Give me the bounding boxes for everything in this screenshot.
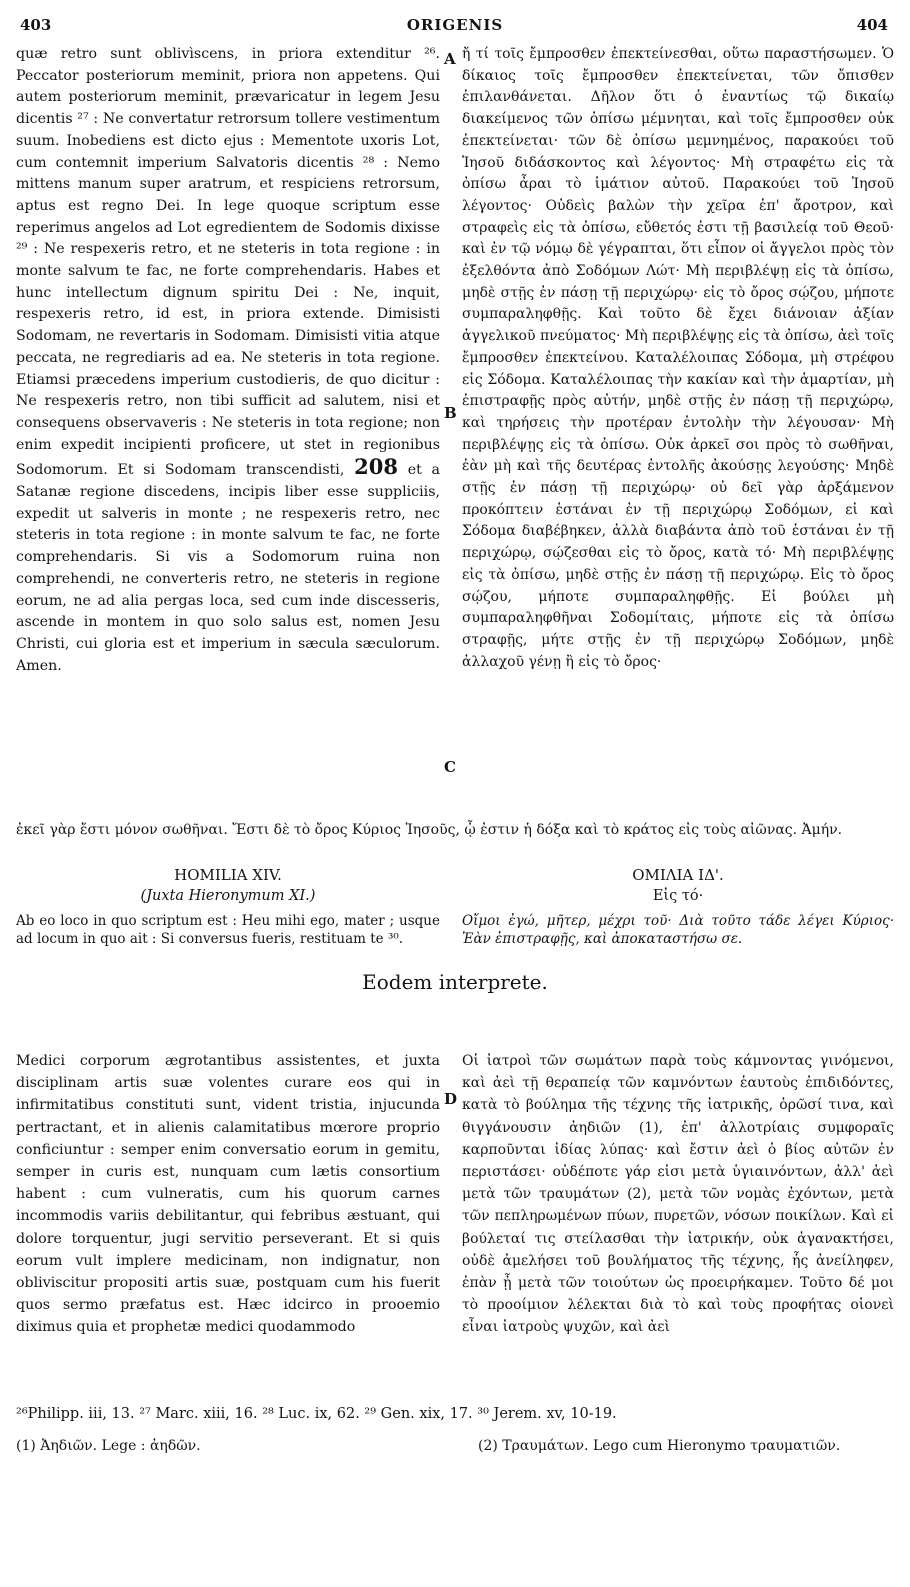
latin-column-lower: Medici corporum ægrotantibus assistentes, et juxta disciplinam artis suæ volentes curare eos qui in infirmitatibus constituti sunt, vident tristia, injucunda pertractant, et in alienis calamitatibus mœrore proprio conficiuntur : semper enim conversatio eorum in gemitu, semper in curis est, nunquam cum lætis consortium habent : cum vulneratis, cum his quorum carnes incommodis variis debilitantur, qui febribus æstuant, qui dolore torquentur, jugi servitio perseverant. Et si quis eorum vult implere medicinam, non indignatur, non obliviscitur propositi artis suæ, postquam cum his fuerit quos sermo præfatus est. Hæc idcirco in prooemio diximus quia et prophetæ medici quodammodo xyxy=(16,1053,440,1336)
inline-page-number: 208 xyxy=(354,454,398,480)
margin-marker-a: A xyxy=(444,50,456,68)
homily-greek-description: Οἴμοι ἐγώ, μῆτερ, μέχρι τοῦ· Διὰ τοῦτο τάδε λέγει Κύριος· Ἐὰν ἐπιστραφῇς, καὶ ἀποκαταστήσω σε. xyxy=(462,913,894,947)
greek-column-upper xyxy=(462,44,894,673)
spanning-greek-line: ἐκεῖ γὰρ ἔστι μόνον σωθῆναι. Ἔστι δὲ τὸ ὄρος Κύριος Ἰησοῦς, ᾧ ἐστιν ἡ δόξα καὶ τὸ κράτος εἰς τοὺς αἰῶνας. Ἀμήν. xyxy=(16,822,843,838)
greek-text-upper: ἤ τί τοῖς ἔμπροσθεν ἐπεκτείνεσθαι, οὕτω παραστήσωμεν. Ὁ δίκαιος τοῖς ἔμπροσθεν ἐπεκτείνεται, τῶν ὄπισθεν ἐπιλανθάνεται. Δῆλον ὅτι ὁ ἐναντίως τῷ δικαίῳ διακείμενος τῶν ὀπίσω μέμνηται, καὶ τοῖς ἔμπροσθεν οὐκ ἐπεκτείνεται· τῶν δὲ ὀπίσω μεμνημένος, παρακούει τοῦ Ἰησοῦ διδάσκοντος καὶ λέγοντος· Μὴ στραφέτω εἰς τὰ ὀπίσω ἆραι τὸ ἱμάτιον αὐτοῦ. Παρακούει τοῦ Ἰησοῦ λέγοντος· Οὐδεὶς βαλὼν τὴν χεῖρα ἐπ' ἄροτρον, καὶ στραφεὶς εἰς τὰ ὀπίσω, εὔθετός ἐστι τῇ βασιλείᾳ τοῦ Θεοῦ· καὶ ἐν τῷ νόμῳ δὲ γέγραπται, ὅτι εἶπον οἱ ἄγγελοι πρὸς τὸν ἐξελθόντα ἀπὸ Σοδόμων Λώτ· Μὴ περιβλέψῃ εἰς τὰ ὀπίσω, μηδὲ στῇς ἐν πάσῃ τῇ περιχώρῳ· εἰς τὸ ὄρος σῴζου, μήποτε συμπαραληφθῇς. Καὶ τοῦτο δὲ ἔχει διάνοιαν ἀξίαν ἀγγελικοῦ πνεύματος· Μὴ περιβλέψῃς εἰς τὰ ὀπίσω, ἀεὶ τοῖς ἔμπροσθεν ἐπεκτείνου. Καταλέλοιπας Σόδομα, μὴ στρέφου εἰς Σόδομα. Καταλέλοιπας τὴν κακίαν καὶ τὴν ἁμαρτίαν, μὴ ἐπιστραφῇς πρὸς αὐτήν, μηδὲ στῇς ἐν πάσῃ τῇ περιχώρῳ, καὶ τηρήσεις τὴν προτέραν ἐντολὴν τὴν λέγουσαν· Μὴ περιβλέψῃς εἰς τὰ ὀπίσω. Οὐκ ἀρκεῖ σοι πρὸς τὸ σωθῆναι, ἐὰν μὴ καὶ τῆς δευτέρας ἐντολῆς ἀκούσῃς λεγούσης· Μηδὲ στῇς ἐν πάσῃ τῇ περιχώρῳ· οὐ δεῖ γὰρ ἀρξάμενον προκόπτειν ἑστάναι ἐν τῇ περιχώρῳ Σοδόμων, εἰ καὶ Σόδομα διαβέβηκεν, ἀλλὰ διαβάντα ἀπὸ τοῦ ἑστάναι ἐν τῇ περιχώρῳ, σῴζεσθαι εἰς τὸ ὄρος, κατὰ τό· Μὴ περιβλέψῃς εἰς τὰ ὀπίσω, μηδὲ στῇς ἐν πάσῃ τῇ περιχώρῳ. Εἰς τὸ ὄρος σῴζου, μήποτε συμπαραληφθῇς. Εἰ βούλει μὴ συμπαραληφθῆναι Σοδομίταις, μήποτε εἰς τὰ ὀπίσω στραφῇς, μήτε στῇς ἐν τῇ περιχώρῳ Σοδόμων, μηδὲ ἀλλαχοῦ γένῃ ἢ εἰς τὸ ὄρος· xyxy=(462,46,894,670)
homily-latin-subtitle: (Juxta Hieronymum XI.) xyxy=(140,888,316,904)
greek-column-lower: Οἱ ἰατροὶ τῶν σωμάτων παρὰ τοὺς κάμνοντας γινόμενοι, καὶ ἀεὶ τῇ θεραπείᾳ τῶν καμνόντων ἑαυτοὺς ἐπιδιδόντες, κατὰ τὸ βούλημα τῆς τέχνης τῆς ἰατρικῆς, ὁρῶσί τινα, καὶ θιγγάνουσιν ἀηδιῶν (1), ἐπ' ἀλλοτρίαις συμφοραῖς καρποῦνται ἰδίας λύπας· καὶ ἔστιν ἀεὶ ὁ βίος αὐτῶν ἐν περιστάσει· οὐδέποτε γάρ εἰσι μετὰ ὑγιαινόντων, ἀλλ' ἀεὶ μετὰ τῶν τραυμάτων (2), μετὰ τῶν νομὰς ἐχόντων, μετὰ τῶν πεπληρωμένων πύων, πυρετῶν, νόσων ποικίλων. Καὶ εἰ βούλεταί τις στείλασθαι τὴν ἰατρικήν, οὐκ ἀγανακτήσει, οὐδὲ ἀμελήσει τοῦ βουλήματος τῆς τέχνης, ἧς ἀνείληφεν, ἐπὰν ᾖ μετὰ τῶν τοιούτων ὡς προειρήκαμεν. Τοῦτο δέ μοι τὸ προοίμιον λέλεκται διὰ τὸ καὶ τοὺς προφήτας οἱονεὶ εἶναι ἰατροὺς ψυχῶν, καὶ ἀεὶ xyxy=(462,1053,894,1336)
margin-marker-c: C xyxy=(444,758,456,776)
homily-latin-title: HOMILIA XIV. xyxy=(174,866,282,884)
homily-latin-description: Ab eo loco in quo scriptum est : Heu mihi ego, mater ; usque ad locum in quo ait : Si conversus fueris, restituam te ³⁰. xyxy=(16,913,440,947)
running-title: ORIGENIS xyxy=(406,16,504,34)
page-number-left: 403 xyxy=(20,16,52,34)
latin-text-part2: et a Satanæ regione discedens, incipis liber esse suppliciis, expedit ut salveris in monte ; ne respexeris retro, nec steteris in tota regione : in monte salvum te fac, ne forte comprehendaris. Si vis a Sodomorum ruina non comprehendi, ne converteris retro, ne steteris in regione eorum, ne ad alia pergas loca, sed cum inde discesseris, ascende in montem in quo solo salus est, nomen Jesu Christi, cui gloria est et imperium in sæcula sæculorum. Amen. xyxy=(16,462,440,674)
scripture-references: ²⁶Philipp. iii, 13. ²⁷ Marc. xiii, 16. ²⁸ Luc. ix, 62. ²⁹ Gen. xix, 17. ³⁰ Jerem. xv, 10-19. xyxy=(16,1406,617,1422)
margin-marker-b: B xyxy=(444,404,457,422)
interpreter-heading: Eodem interprete. xyxy=(362,970,548,994)
latin-column-upper xyxy=(16,44,440,677)
footnote-2: (2) Τραυμάτων. Lego cum Hieronymo τραυματιῶν. xyxy=(478,1438,841,1454)
latin-text-part1: quæ retro sunt oblivìscens, in priora extenditur ²⁶. Peccator posteriorum meminit, priora non appetens. Qui autem posteriorum meminit, prævaricatur in legem Jesu dicentis ²⁷ : Ne convertatur retrorsum tollere vestimentum suum. Inobediens est dicto ejus : Mementote uxoris Lot, cum contemnit imperium Salvatoris dicentis ²⁸ : Nemo mittens manum super aratrum, et respiciens retrorsum, aptus est regno Dei. In lege quoque scriptum esse reperimus angelos ad Lot egredientem de Sodomis dixisse ²⁹ : Ne respexeris retro, et ne steteris in tota regione : in monte salvum te fac, ne forte comprehendaris. Habes et hunc intellectum dignum spiritu Dei : Ne, inquit, respexeris retro, id est, in priora extende. Dimisisti Sodomam, ne revertaris in Sodomam. Dimisisti vitia atque peccata, ne regrediaris ad ea. Ne steteris in tota regione. Etiamsi præcedens imperium custodieris, de quo dicitur : Ne respexeris retro, non tibi sufficit ad salutem, nisi et consequens observaveris : Ne steteris in tota regione; non enim expedit incipienti proficere, ut stet in regionibus Sodomorum. Et si Sodomam transcendisti, xyxy=(16,46,440,479)
margin-marker-d: D xyxy=(444,1090,458,1108)
page-number-right: 404 xyxy=(856,16,888,34)
homily-greek-subtitle: Εἰς τό· xyxy=(652,888,704,904)
footnote-1: (1) Ἀηδιῶν. Lege : ἀηδῶν. xyxy=(16,1438,201,1454)
homily-greek-title: ΟΜΙΛΙΑ ΙΔ'. xyxy=(632,866,724,884)
